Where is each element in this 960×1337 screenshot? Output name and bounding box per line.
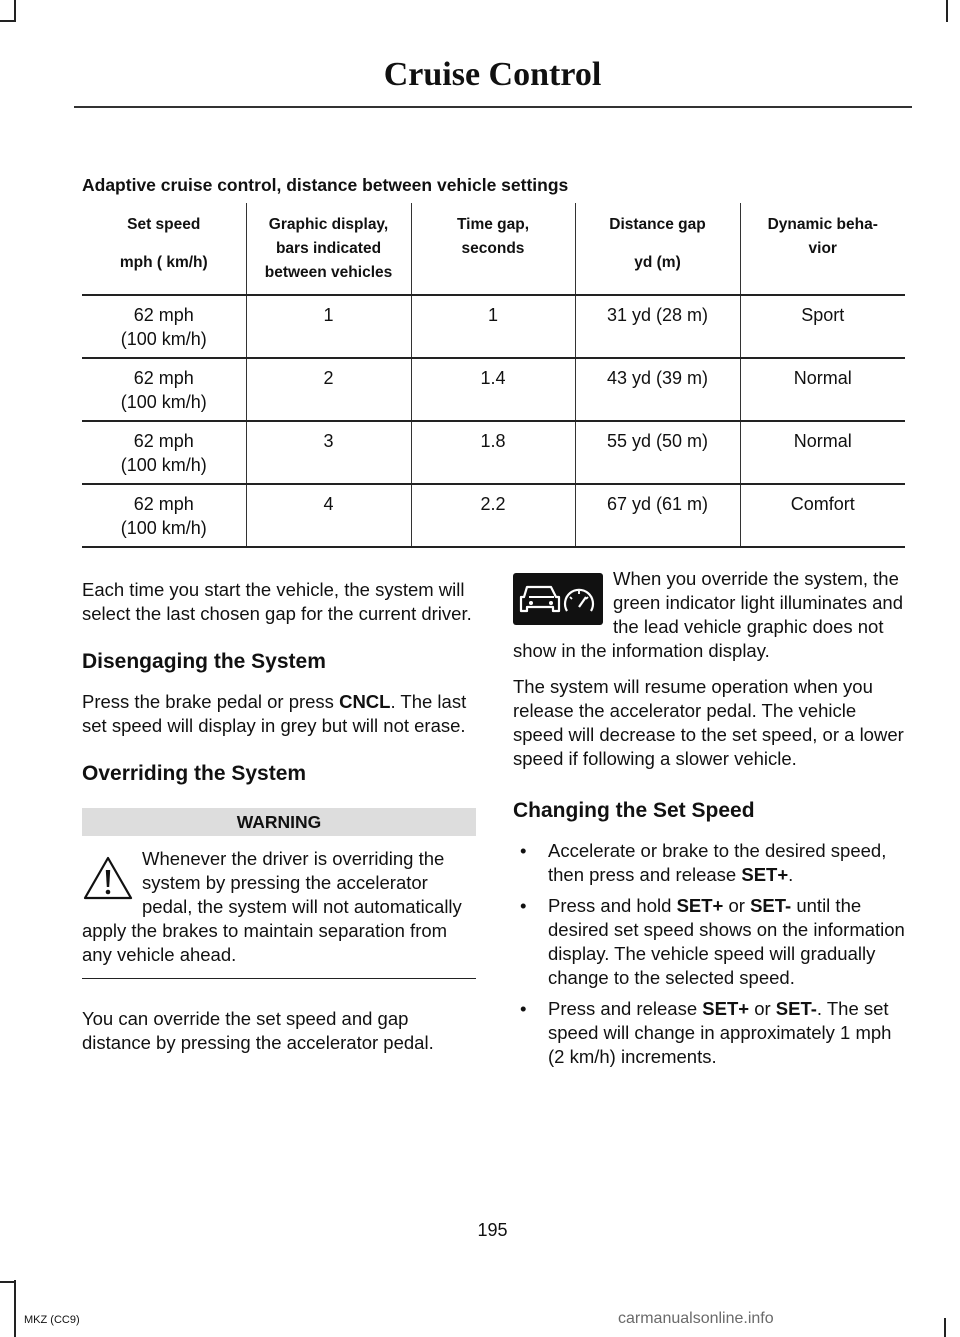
cell-bars: 1 bbox=[246, 295, 411, 358]
speed-mph: 62 mph bbox=[133, 305, 194, 325]
cruise-control-override-icon bbox=[513, 573, 603, 625]
cell-behavior: Normal bbox=[793, 368, 852, 388]
text: Press the brake pedal or press bbox=[82, 691, 340, 712]
text: until the desired set speed shows on the information display. The vehicle speed will gradually change to the selected speed. bbox=[548, 895, 905, 988]
crop-mark bbox=[0, 1281, 14, 1283]
override-paragraph: You can override the set speed and gap distance by pressing the accelerator pedal. bbox=[82, 1008, 434, 1053]
cell-time-gap: 1.8 bbox=[411, 421, 575, 484]
speed-mph: 62 mph bbox=[133, 368, 194, 388]
header-time-gap bbox=[411, 203, 575, 295]
distance-settings-table bbox=[82, 203, 905, 548]
table-header-row bbox=[82, 203, 905, 295]
header-divider bbox=[74, 106, 912, 108]
page-title: Cruise Control bbox=[383, 56, 602, 93]
right-column bbox=[513, 567, 907, 1076]
cell-time-gap: 2.2 bbox=[411, 484, 575, 547]
speed-kmh: (100 km/h) bbox=[120, 329, 207, 349]
warning-box bbox=[82, 836, 476, 979]
bullet: • bbox=[520, 998, 527, 1019]
header-label: Distance gap bbox=[609, 216, 706, 233]
crop-mark bbox=[14, 0, 16, 22]
header-graphic-display bbox=[246, 203, 411, 295]
warning-text: Whenever the driver is overriding the system by pressing the accelerator pedal, the system will not automatically apply the brakes to maintain separation from any vehicle ahead. bbox=[82, 848, 462, 965]
key-set-plus: SET+ bbox=[741, 864, 789, 885]
table-caption: Adaptive cruise control, distance between vehicle settings bbox=[82, 175, 569, 195]
text: . The set speed will change in approximately 1 mph (2 km/h) increments. bbox=[548, 998, 892, 1067]
cell-bars: 3 bbox=[246, 421, 411, 484]
list-item bbox=[513, 997, 907, 1069]
cell-speed bbox=[82, 421, 246, 484]
left-column bbox=[82, 578, 476, 1067]
table-row bbox=[82, 421, 905, 484]
header-label: Dynamic beha- vior bbox=[767, 216, 878, 257]
speed-mph: 62 mph bbox=[133, 431, 194, 451]
header-label: Set speed bbox=[127, 216, 201, 233]
text: Press and release bbox=[548, 998, 703, 1019]
cell-speed bbox=[82, 295, 246, 358]
cell-distance: 67 yd (61 m) bbox=[575, 484, 740, 547]
text: . The last set speed will display in grey but will not erase. bbox=[82, 691, 467, 736]
cell-distance: 43 yd (39 m) bbox=[575, 358, 740, 421]
header-label: Time gap, seconds bbox=[456, 216, 530, 257]
text: Accelerate or brake to the desired speed, then press and release bbox=[548, 840, 887, 885]
speed-mph: 62 mph bbox=[133, 494, 194, 514]
cell-distance: 31 yd (28 m) bbox=[575, 295, 740, 358]
crop-mark bbox=[946, 0, 948, 22]
header-dynamic-behavior bbox=[740, 203, 905, 295]
heading-overriding: Overriding the System bbox=[82, 762, 307, 785]
bullet: • bbox=[520, 895, 527, 916]
cell-speed bbox=[82, 484, 246, 547]
speed-kmh: (100 km/h) bbox=[120, 455, 207, 475]
key-set-plus: SET+ bbox=[702, 998, 750, 1019]
crop-mark bbox=[0, 20, 14, 22]
heading-disengaging: Disengaging the System bbox=[82, 650, 326, 673]
text: or bbox=[749, 998, 776, 1019]
cell-bars: 2 bbox=[246, 358, 411, 421]
list-item bbox=[513, 839, 907, 887]
list-item bbox=[513, 894, 907, 990]
cell-time-gap: 1.4 bbox=[411, 358, 575, 421]
bullet: • bbox=[520, 840, 527, 861]
gap-intro-paragraph: Each time you start the vehicle, the system will select the last chosen gap for the current driver. bbox=[82, 579, 472, 624]
table-row bbox=[82, 295, 905, 358]
key-cncl: CNCL bbox=[339, 691, 391, 712]
header-sub: yd (m) bbox=[634, 254, 681, 271]
key-set-plus: SET+ bbox=[676, 895, 724, 916]
header-label: Graphic display, bars indicated between vehicles bbox=[264, 216, 393, 281]
crop-mark bbox=[944, 1318, 946, 1337]
header-sub: mph ( km/h) bbox=[119, 254, 208, 271]
indicator-block bbox=[513, 567, 907, 663]
text: . bbox=[788, 864, 794, 885]
cell-behavior: Normal bbox=[793, 431, 852, 451]
text: Press and hold bbox=[548, 895, 677, 916]
cell-speed bbox=[82, 358, 246, 421]
disengaging-paragraph bbox=[82, 690, 476, 738]
table-row bbox=[82, 484, 905, 547]
warning-label: WARNING bbox=[82, 808, 476, 836]
text: or bbox=[723, 895, 751, 916]
cell-time-gap: 1 bbox=[411, 295, 575, 358]
crop-mark bbox=[14, 1280, 16, 1337]
watermark: carmanualsonline.info bbox=[618, 1310, 774, 1327]
resume-paragraph: The system will resume operation when you release the accelerator pedal. The vehicle speed will decrease to the set speed, or a lower speed if following a slower vehicle. bbox=[513, 676, 904, 769]
speed-kmh: (100 km/h) bbox=[120, 518, 207, 538]
cell-behavior: Sport bbox=[801, 305, 845, 325]
cell-bars: 4 bbox=[246, 484, 411, 547]
table-row bbox=[82, 358, 905, 421]
cell-distance: 55 yd (50 m) bbox=[575, 421, 740, 484]
indicator-paragraph: When you override the system, the green indicator light illuminates and the lead vehicle graphic does not show in the information display. bbox=[513, 568, 904, 661]
header-distance-gap bbox=[575, 203, 740, 295]
cell-behavior: Comfort bbox=[790, 494, 855, 514]
key-set-minus: SET- bbox=[775, 998, 817, 1019]
set-speed-list bbox=[513, 839, 907, 1069]
header-set-speed bbox=[82, 203, 246, 295]
speed-kmh: (100 km/h) bbox=[120, 392, 207, 412]
heading-changing-set-speed: Changing the Set Speed bbox=[513, 799, 755, 822]
warning-triangle-icon bbox=[82, 855, 134, 901]
page-number: 195 bbox=[477, 1220, 508, 1240]
model-code: MKZ (CC9) bbox=[24, 1314, 80, 1326]
key-set-minus: SET- bbox=[750, 895, 792, 916]
